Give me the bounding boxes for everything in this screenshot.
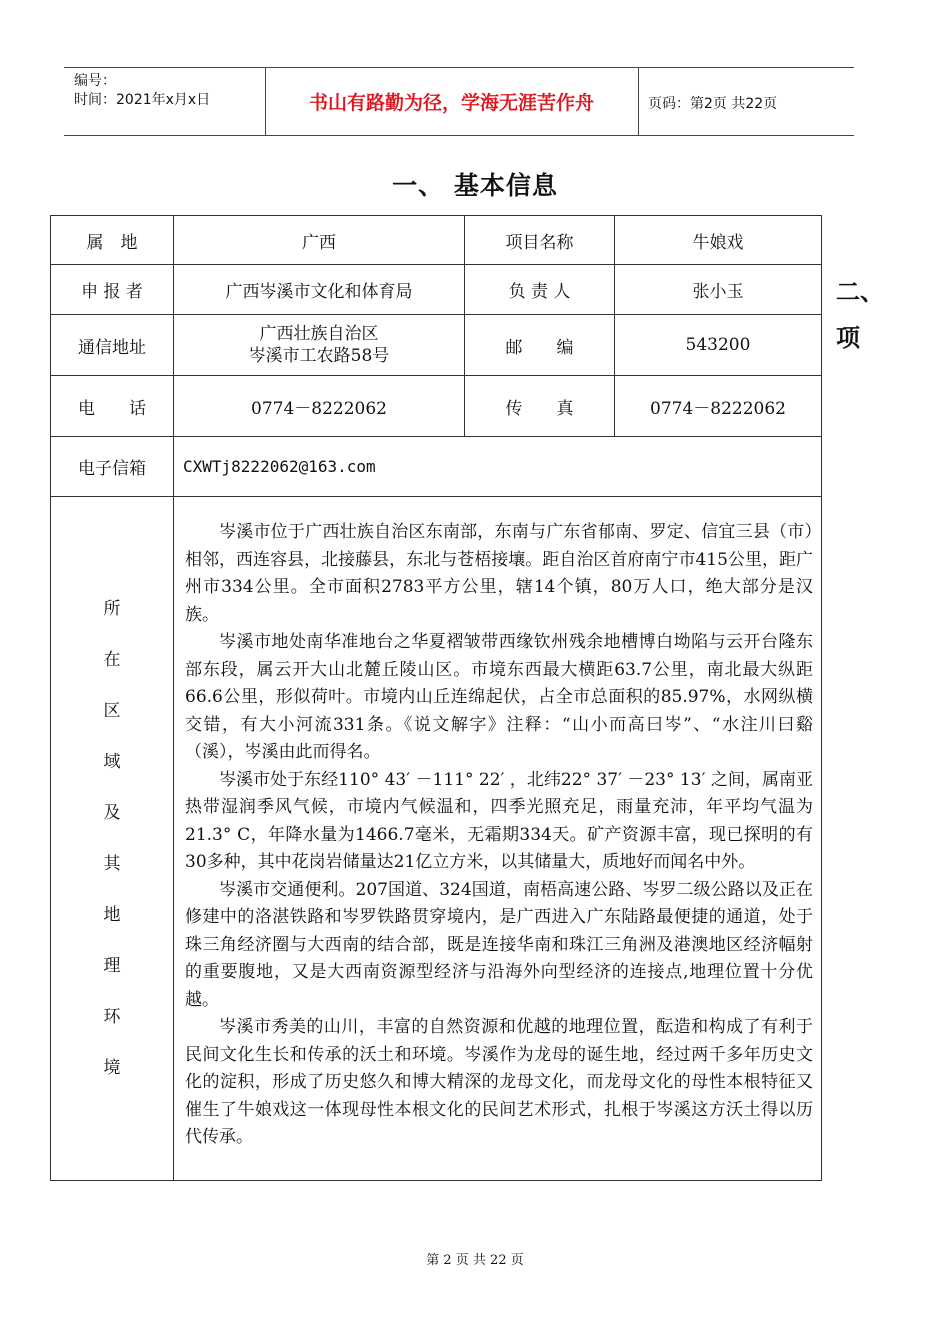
phone-value: 0774－8222062: [174, 376, 465, 437]
postcode-label: 邮 编: [465, 315, 615, 376]
region-label-char: 在: [103, 649, 121, 670]
applicant-label: 申 报 者: [51, 265, 174, 315]
fax-value: 0774－8222062: [615, 376, 822, 437]
email-value: CXWTj8222062@163.com: [174, 437, 822, 497]
header-page-number: 页码：第2页 共22页: [648, 96, 778, 112]
address-line-1: 广西壮族自治区: [259, 324, 379, 344]
region-label-char: 域: [103, 751, 121, 772]
header-motto: 书山有路勤为径，学海无涯苦作舟: [308, 92, 594, 114]
region-label-char: 及: [103, 802, 121, 823]
project-name-label: 项目名称: [465, 216, 615, 265]
region-label-char: 其: [103, 853, 121, 874]
region-paragraph: 岑溪市处于东经110° 43′ －111° 22′ ，北纬22° 37′ －23° 13′ 之间，属南亚热带湿润季风气候，市境内气候温和，四季光照充足，雨量充沛，年平均气温为21.3° C，年降水量为1466.7毫米，无霜期334天。矿产资源丰富，现已探明的有30多种，其中花岗岩储量达21亿立方米，以其储量大，质地好而闻名中外。: [185, 769, 813, 872]
section-title: 一、 基本信息: [392, 171, 558, 200]
header-bottom-rule: [64, 135, 854, 136]
phone-label: 电 话: [51, 376, 174, 437]
table-row: [51, 216, 822, 265]
side-heading-line1: 二、: [836, 278, 884, 306]
region-paragraph: 岑溪市位于广西壮族自治区东南部，东南与广东省郁南、罗定、信宜三县（市）相邻，西连容县，北接藤县，东北与苍梧接壤。距自治区首府南宁市415公里，距广州市334公里。全市面积2783平方公里，辖14个镇，80万人口，绝大部分是汉族。: [185, 522, 813, 625]
leader-label: 负 责 人: [465, 265, 615, 315]
location-label: 属 地: [51, 216, 174, 265]
project-name-value: 牛娘戏: [615, 216, 822, 265]
header-meta: [74, 72, 210, 110]
table-row: [51, 376, 822, 437]
document-number-label: 编号：: [74, 73, 116, 89]
table-row: [51, 265, 822, 315]
table-row: [51, 315, 822, 376]
header-top-rule: [64, 67, 854, 68]
email-label: 电子信箱: [51, 437, 174, 497]
leader-value: 张小玉: [615, 265, 822, 315]
header-divider: [638, 67, 639, 135]
region-label-char: 所: [103, 598, 121, 619]
page-footer: 第 2 页 共 22 页: [426, 1253, 524, 1268]
address-value: [174, 315, 465, 376]
region-label-char: 环: [103, 1006, 121, 1027]
region-description: [174, 497, 822, 1181]
region-label: [51, 497, 174, 1181]
region-label-char: 理: [103, 955, 121, 976]
region-paragraph: 岑溪市地处南华准地台之华夏褶皱带西缘钦州残余地槽博白坳陷与云开台隆东部东段，属云开大山北麓丘陵山区。市境东西最大横距63.7公里，南北最大纵距66.6公里，形似荷叶。市境内山丘连绵起伏，占全市总面积的85.97%，水网纵横交错，有大小河流331条。《说文解字》注释：“山小而高曰岑”、“水注川曰谿（溪），岑溪由此而得名。: [185, 632, 813, 762]
address-label: 通信地址: [51, 315, 174, 376]
side-heading-line2: 项: [836, 324, 860, 352]
table-row: [51, 437, 822, 497]
region-paragraph: 岑溪市秀美的山川，丰富的自然资源和优越的地理位置，酝造和构成了有利于民间文化生长和传承的沃土和环境。岑溪作为龙母的诞生地，经过两千多年历史文化的淀积，形成了历史悠久和博大精深的龙母文化，而龙母文化的母性本根特征又催生了牛娘戏这一体现母性本根文化的民间艺术形式，扎根于岑溪这方沃土得以历代传承。: [185, 1017, 813, 1147]
applicant-value: 广西岑溪市文化和体育局: [174, 265, 465, 315]
location-value: 广西: [174, 216, 465, 265]
region-paragraph: 岑溪市交通便利。207国道、324国道，南梧高速公路、岑罗二级公路以及正在修建中的洛湛铁路和岑罗铁路贯穿境内，是广西进入广东陆路最便捷的通道，处于珠三角经济圈与大西南的结合部，既是连接华南和珠江三角洲及港澳地区经济幅射的重要腹地，又是大西南资源型经济与沿海外向型经济的连接点,地理位置十分优越。: [185, 879, 813, 1010]
region-label-char: 地: [103, 904, 121, 925]
fax-label: 传 真: [465, 376, 615, 437]
postcode-value: 543200: [615, 315, 822, 376]
document-time-label: 时间：2021年x月x日: [74, 92, 211, 108]
basic-info-table: [50, 215, 822, 1181]
address-line-2: 岑溪市工农路58号: [248, 346, 390, 366]
region-label-char: 境: [103, 1057, 121, 1078]
region-label-char: 区: [103, 700, 121, 721]
table-row: [51, 497, 822, 1181]
